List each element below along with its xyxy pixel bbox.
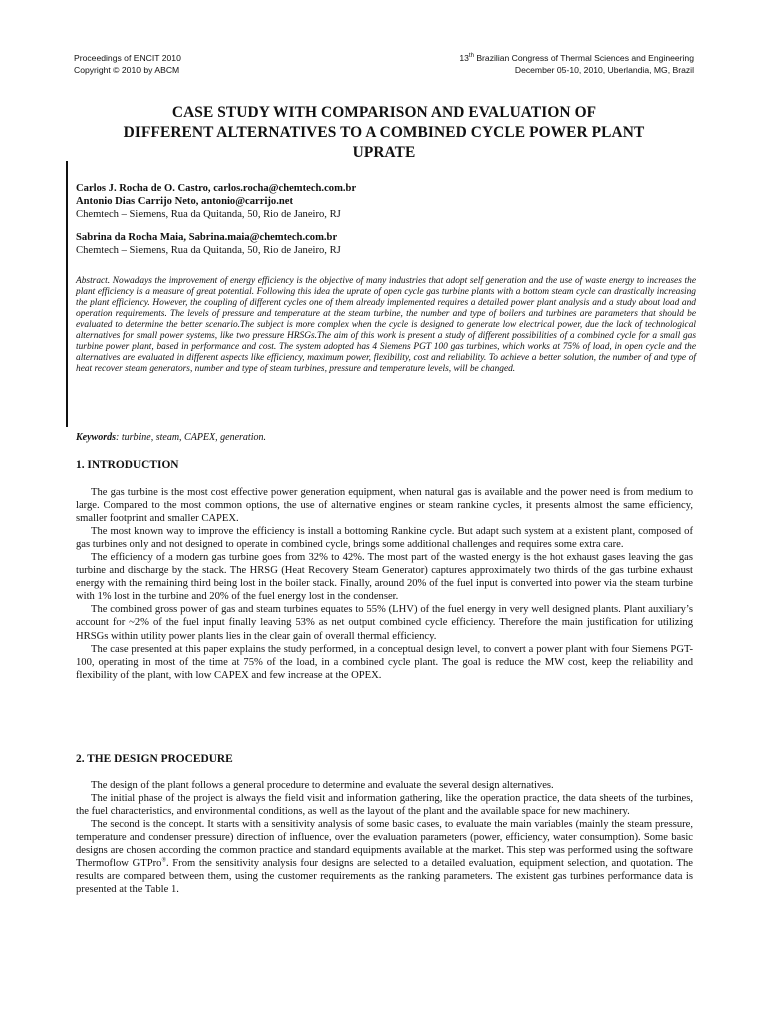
registered-mark: ®	[161, 857, 166, 864]
affiliation-1: Chemtech – Siemens, Rua da Quitanda, 50, Rio de Janeiro, RJ	[76, 209, 341, 220]
abstract-text: Nowadays the improvement of energy efficiency is the objective of many industries that adopt self generation and the use of waste energy to increases the plant efficiency is a measure of great potential. Following this idea the uprate of open cycle gas turbine plants with a bottom steam cycle can drastically increasing the plant efficiency. However, the coupling of different cycles one of them already implemented requires a detailed power plant analysis and a study about load and operation requirements. The levels of pressure and temperature at the steam turbine, the number and type of boilers and turbines are parameters that should be evaluated to determine the better scenario.The subject is more complex when the cycle is designed to generate low electrical power, due the lack of technological alternatives for small power systems, like two pressure HRSGs.The aim of this work is present a study of different possibilities of a combined cycle for a small gas turbine power plant, based in performance and cost. The system adopted has 4 Siemens PGT 100 gas turbines, which works at 75% of load, in open cycle and the alternatives are evaluated in different aspects like efficiency, maximum power, flexibility, cost and reliability. To achieve a better solution, the number of and type of heat recover steam generators, number and type of steam turbines, pressure and temperature levels, will be changed.	[76, 276, 696, 374]
title-line-2: DIFFERENT ALTERNATIVES TO A COMBINED CYCLE POWER PLANT	[123, 124, 645, 141]
abstract	[76, 276, 696, 375]
paragraph: The second is the concept. It starts with a sensitivity analysis of some basic cases, to evaluate the main variables (mainly the steam pressure, temperature and condenser pressure) direction of influence, over the evaluation parameters (power, efficiency, water consumption). Some basic designs are chosen according the common practice and standard equipments available at the market. This step was performed using the software Thermoflow GTPro®. From the sensitivity analysis four designs are selected to a detailed evaluation, equipment selection, and quotation. The results are compared between them, using the customer requirements as the ranking parameters. The existent gas turbines performance data is presented at the Table 1.	[76, 819, 693, 896]
title-line-1: CASE STUDY WITH COMPARISON AND EVALUATION OF	[171, 104, 597, 121]
paper-title	[90, 103, 678, 163]
congress-name: 13th Brazilian Congress of Thermal Sciences and Engineering	[459, 53, 694, 63]
section-heading-design-procedure: 2. THE DESIGN PROCEDURE	[76, 753, 233, 765]
keywords-text: : turbine, steam, CAPEX, generation.	[116, 432, 266, 443]
proceedings-name: Proceedings of ENCIT 2010	[74, 53, 181, 63]
paragraph: The design of the plant follows a general procedure to determine and evaluate the several design alternatives.	[91, 780, 554, 791]
running-header-left	[74, 52, 181, 76]
section-heading-introduction: 1. INTRODUCTION	[76, 459, 179, 471]
paragraph: The initial phase of the project is always the field visit and information gathering, like the operation practice, the data sheets of the turbines, the fuel characteristics, and environmental conditions, as well as the layout of the plant and the available space for new machinery.	[76, 793, 693, 818]
author-block	[76, 182, 696, 257]
abstract-label: Abstract.	[76, 276, 111, 286]
keywords	[76, 431, 696, 444]
title-line-3: UPRATE	[352, 144, 416, 161]
keywords-label: Keywords	[76, 432, 116, 443]
paragraph: The efficiency of a modern gas turbine goes from 32% to 42%. The most part of the wasted energy is the hot exhaust gases leaving the gas turbine and discharge by the stack. The HRSG (Heat Recovery Steam Generator) captures approximately two thirds of the gas turbine exhaust energy with the remaining third being lost in the boiler stack. Finally, around 20% of the fuel input is converted into power via the steam turbine with 1% lost in the turbine and 20% of the fuel energy lost in the condenser.	[76, 552, 693, 603]
paragraph: The gas turbine is the most cost effective power generation equipment, when natural gas is available and the power need is from medium to large. Compared to the most common options, the use of alternative engines or steam rankine cycles, it presents almost the same efficiency, smaller footprint and smaller CAPEX.	[76, 487, 693, 525]
introduction-body	[76, 486, 693, 682]
design-procedure-body	[76, 779, 693, 896]
running-header-right	[459, 52, 694, 76]
affiliation-2: Chemtech – Siemens, Rua da Quitanda, 50, Rio de Janeiro, RJ	[76, 245, 341, 256]
author-1: Carlos J. Rocha de O. Castro, carlos.rocha@chemtech.com.br	[76, 183, 357, 194]
author-2: Antonio Dias Carrijo Neto, antonio@carrijo.net	[76, 196, 293, 207]
congress-dates: December 05-10, 2010, Uberlandia, MG, Brazil	[514, 65, 694, 75]
margin-rule	[66, 161, 68, 427]
copyright-notice: Copyright © 2010 by ABCM	[74, 65, 180, 75]
paragraph: The most known way to improve the efficiency is install a bottoming Rankine cycle. But adapt such system at a existent plant, composed of gas turbines only and not designed to operate in combined cycle, brings some additional challenges and requires some extra care.	[76, 526, 693, 551]
paragraph: The case presented at this paper explains the study performed, in a conceptual design level, to convert a power plant with four Siemens PGT-100, operating in most of the time at 75% of the load, in a combined cycle plant. The goal is reduce the MW cost, keep the reliability and flexibility of the plant, with low CAPEX and few increase at the OPEX.	[76, 643, 693, 681]
author-3: Sabrina da Rocha Maia, Sabrina.maia@chemtech.com.br	[76, 232, 338, 243]
paragraph: The combined gross power of gas and steam turbines equates to 55% (LHV) of the fuel energy in very well designed plants. Plant auxiliary’s account for ~2% of the fuel input finally leaving 53% as net output combined cycle efficiency. Therefore the main justification for utilizing HRSGs within utility power plants lies in the clear gain of overall thermal efficiency.	[76, 604, 693, 642]
